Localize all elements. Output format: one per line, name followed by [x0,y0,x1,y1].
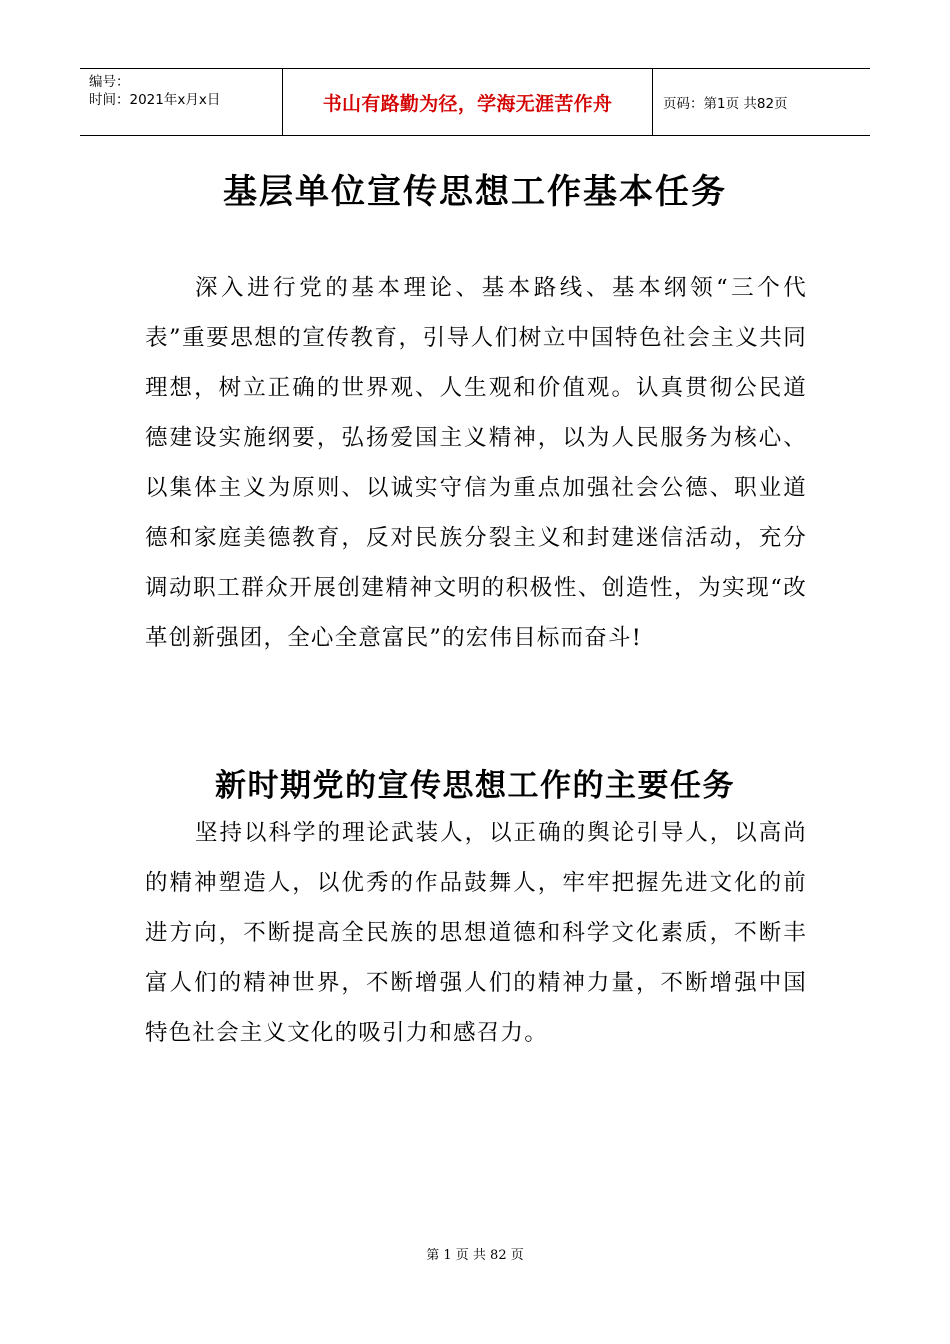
document-time-label: 时间：2021年x月x日 [89,92,221,108]
document-header [80,68,870,136]
document-number-label: 编号： [89,74,130,90]
header-meta-cell [80,69,282,135]
section-2-body: 坚持以科学的理论武装人，以正确的舆论引导人，以高尚的精神塑造人，以优秀的作品鼓舞人，牢牢把握先进文化的前进方向，不断提高全民族的思想道德和科学文化素质，不断丰富人们的精神世界，不断增强人们的精神力量，不断增强中国特色社会主义文化的吸引力和感召力。 [145,820,807,1046]
section-1-body: 深入进行党的基本理论、基本路线、基本纲领“三个代表”重要思想的宣传教育，引导人们树立中国特色社会主义共同理想，树立正确的世界观、人生观和价值观。认真贯彻公民道德建设实施纲要，弘扬爱国主义精神，以为人民服务为核心、以集体主义为原则、以诚实守信为重点加强社会公德、职业道德和家庭美德教育，反对民族分裂主义和封建迷信活动，充分调动职工群众开展创建精神文明的积极性、创造性，为实现“改革创新强团，全心全意富民”的宏伟目标而奋斗! [145,275,807,651]
section-1-title: 基层单位宣传思想工作基本任务 [223,172,727,212]
header-page-info: 页码：第1页 共82页 [663,96,788,112]
section-2-title: 新时期党的宣传思想工作的主要任务 [215,768,735,804]
page-footer: 第 1 页 共 82 页 [426,1248,524,1263]
header-motto: 书山有路勤为径，学海无涯苦作舟 [282,69,653,135]
